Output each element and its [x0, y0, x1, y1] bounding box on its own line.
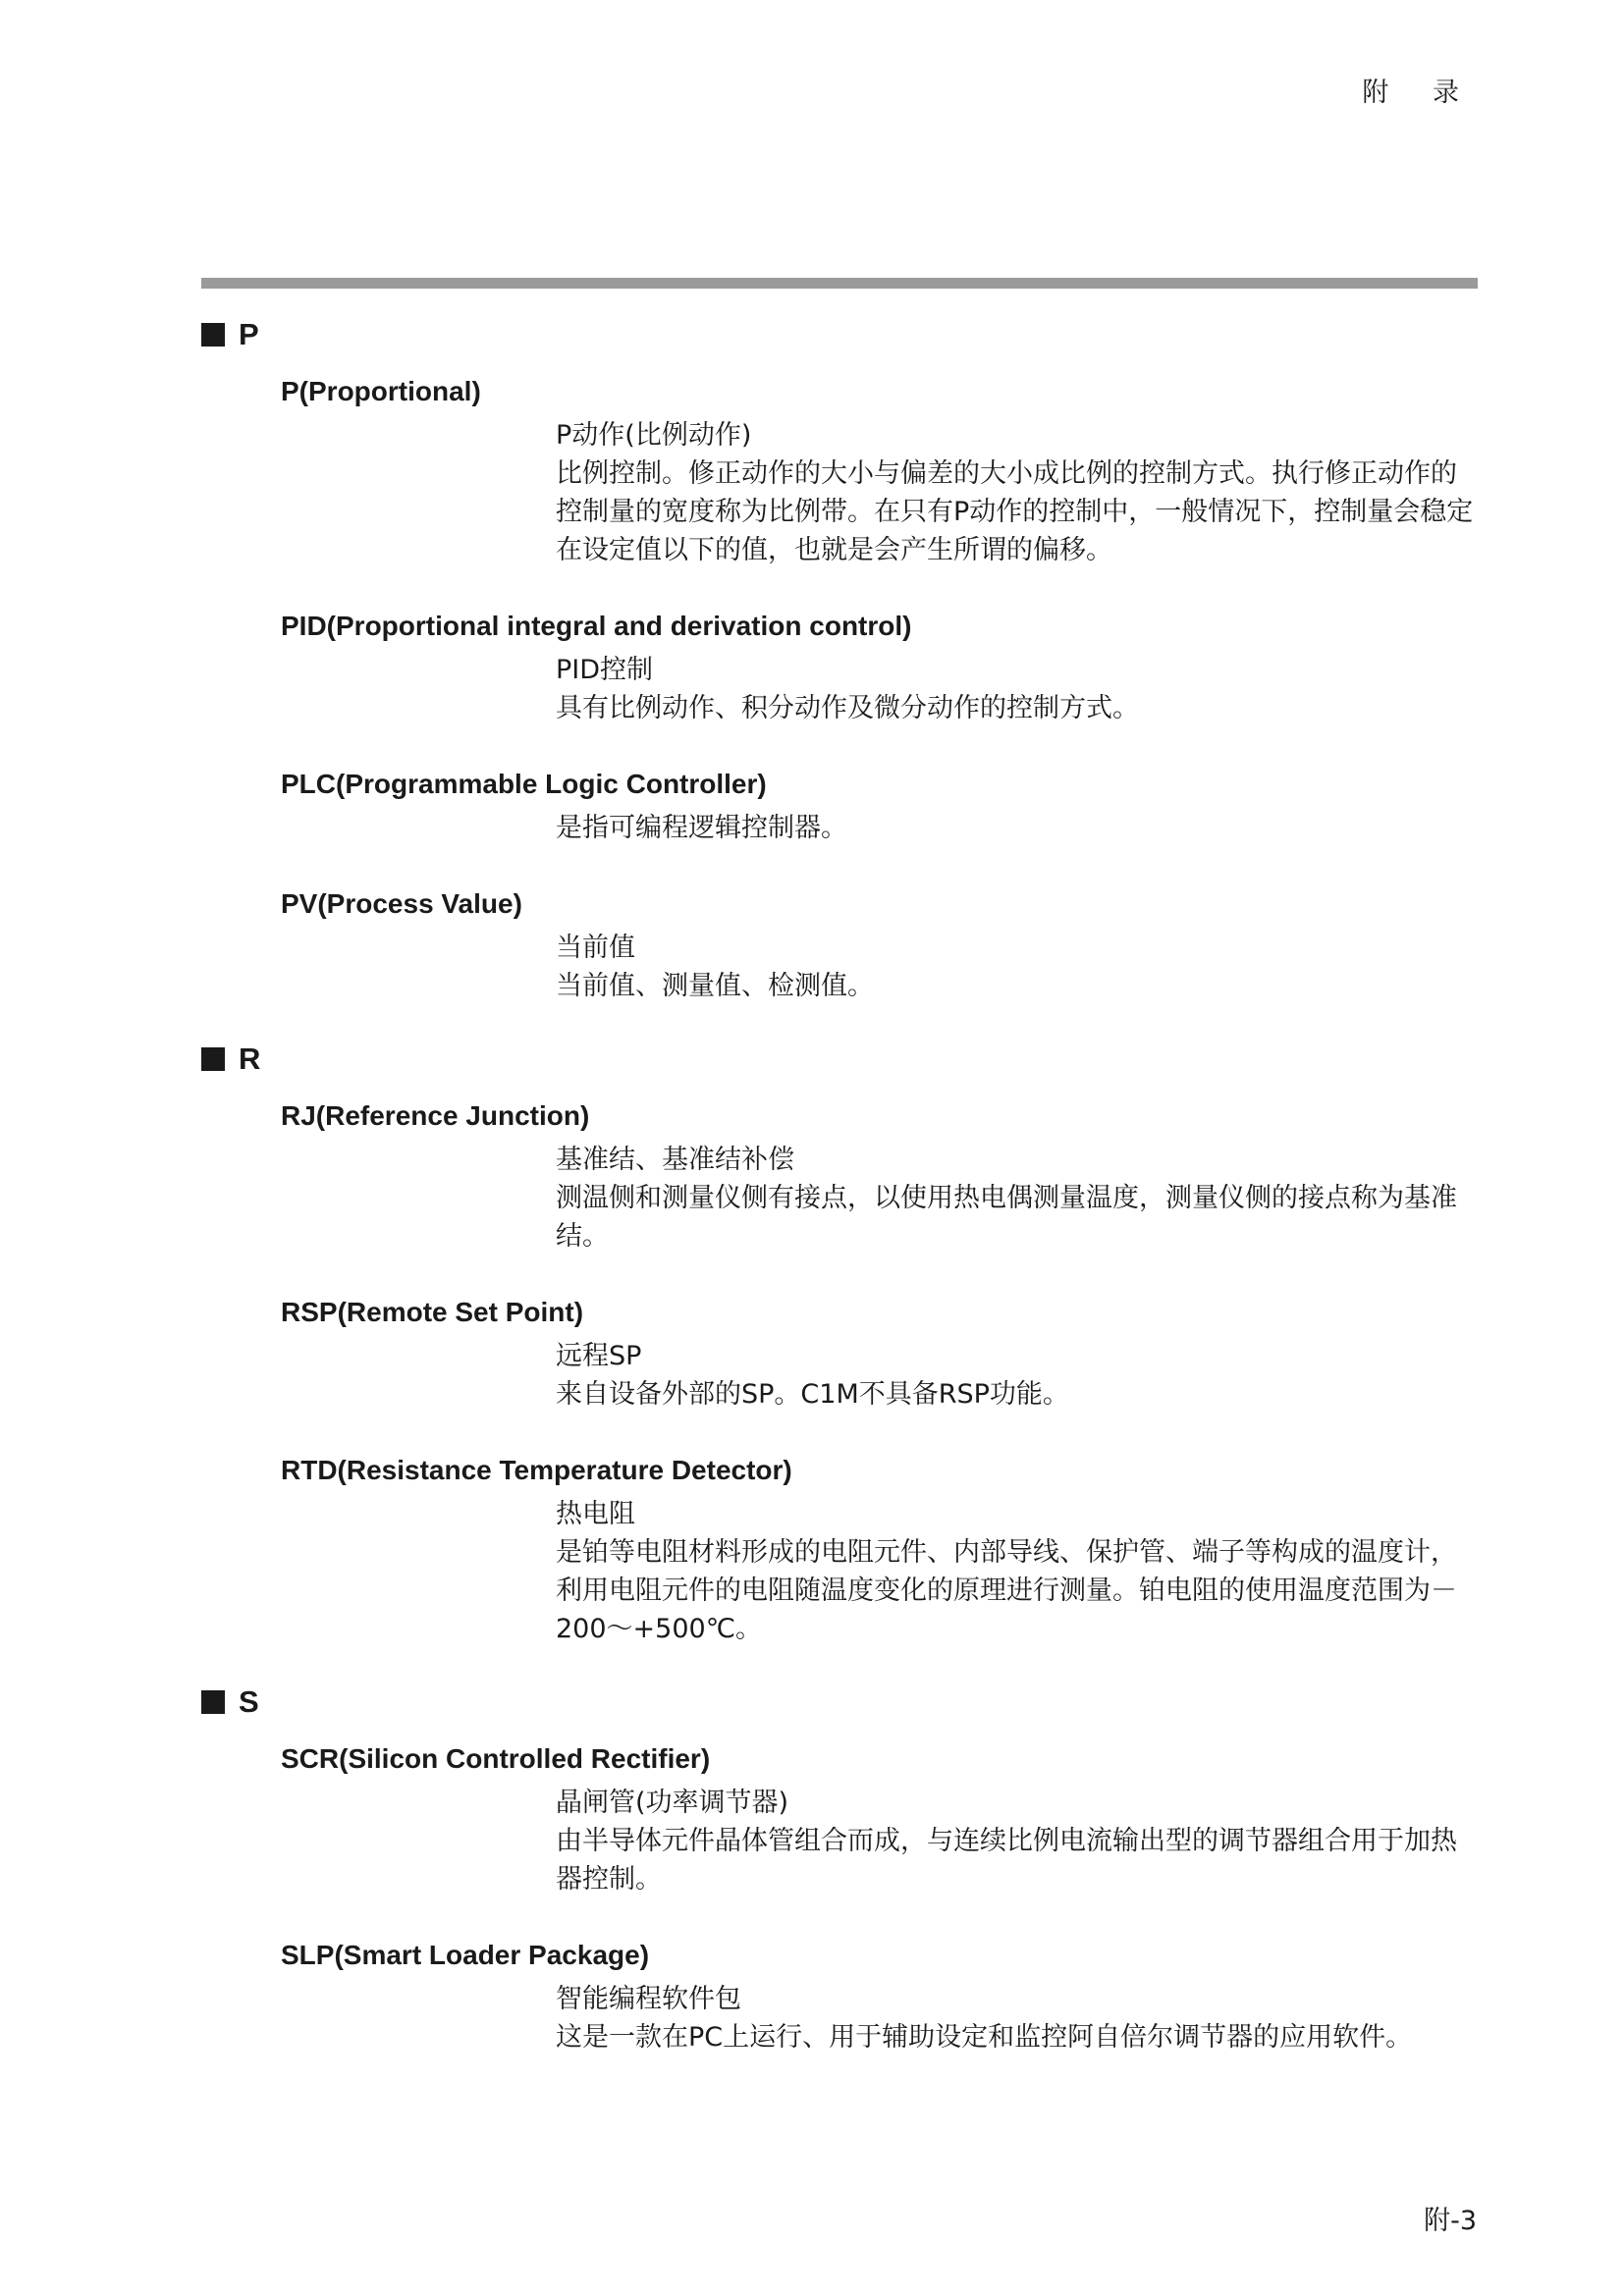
glossary-definition	[556, 929, 1474, 1005]
section-letter: P	[239, 317, 259, 351]
glossary-definition	[556, 1337, 1474, 1414]
glossary-term: SLP(Smart Loader Package)	[281, 1940, 650, 1970]
glossary-term: SCR(Silicon Controlled Rectifier)	[281, 1743, 711, 1774]
definition-line: 具有比例动作、积分动作及微分动作的控制方式。	[556, 693, 1139, 723]
definition-line: PID控制	[556, 655, 654, 685]
glossary-definition	[556, 1495, 1474, 1648]
glossary-entry	[281, 1738, 1478, 1898]
section-letter: R	[239, 1041, 261, 1076]
section-heading	[201, 312, 1478, 357]
definition-line: P动作(比例动作)	[556, 420, 752, 451]
definition-line: 来自设备外部的SP。C1M不具备RSP功能。	[556, 1379, 1069, 1410]
glossary-entry	[281, 1095, 1478, 1255]
section-p	[201, 312, 1478, 1005]
glossary-entry	[281, 883, 1478, 1005]
section-heading	[201, 1680, 1478, 1725]
glossary-definition	[556, 416, 1474, 569]
top-rule	[201, 278, 1478, 289]
glossary-entry	[281, 764, 1478, 847]
glossary-definition	[556, 1980, 1474, 2056]
definition-line: 当前值	[556, 933, 635, 963]
glossary-term: PID(Proportional integral and derivation control)	[281, 611, 912, 641]
section-letter: S	[239, 1684, 259, 1719]
glossary-term: PLC(Programmable Logic Controller)	[281, 769, 767, 799]
page-number: 附-3	[1424, 2206, 1477, 2236]
section-s	[201, 1680, 1478, 2056]
definition-line: 晶闸管(功率调节器)	[556, 1788, 789, 1818]
glossary-term: P(Proportional)	[281, 376, 481, 406]
definition-line: 基准结、基准结补偿	[556, 1145, 794, 1175]
definition-line: 远程SP	[556, 1341, 642, 1371]
glossary-definition	[556, 1141, 1474, 1255]
glossary-content	[201, 312, 1478, 2066]
definition-line: 比例控制。修正动作的大小与偏差的大小成比例的控制方式。执行修正动作的控制量的宽度称为比例带。在只有P动作的控制中，一般情况下，控制量会稳定在设定值以下的值，也就是会产生所谓的偏移。	[556, 458, 1474, 565]
section-r	[201, 1037, 1478, 1648]
definition-line: 测温侧和测量仪侧有接点，以使用热电偶测量温度，测量仪侧的接点称为基准结。	[556, 1183, 1457, 1252]
square-bullet-icon	[201, 323, 225, 347]
definition-line: 智能编程软件包	[556, 1984, 741, 2014]
glossary-entry	[281, 371, 1478, 569]
definition-line: 热电阻	[556, 1499, 635, 1529]
definition-line: 这是一款在PC上运行、用于辅助设定和监控阿自倍尔调节器的应用软件。	[556, 2022, 1413, 2053]
glossary-definition	[556, 651, 1474, 727]
section-heading	[201, 1037, 1478, 1082]
glossary-entry	[281, 1935, 1478, 2056]
glossary-term: RJ(Reference Junction)	[281, 1100, 590, 1131]
glossary-definition	[556, 1784, 1474, 1898]
definition-line: 由半导体元件晶体管组合而成，与连续比例电流输出型的调节器组合用于加热器控制。	[556, 1826, 1457, 1895]
glossary-term: PV(Process Value)	[281, 888, 522, 919]
page-header: 附 录	[1362, 78, 1477, 108]
definition-line: 是铂等电阻材料形成的电阻元件、内部导线、保护管、端子等构成的温度计，利用电阻元件的电阻随温度变化的原理进行测量。铂电阻的使用温度范围为－200～+500℃。	[556, 1537, 1457, 1644]
glossary-term: RTD(Resistance Temperature Detector)	[281, 1455, 792, 1485]
definition-line: 是指可编程逻辑控制器。	[556, 813, 847, 843]
definition-line: 当前值、测量值、检测值。	[556, 971, 874, 1001]
glossary-entry	[281, 1450, 1478, 1648]
glossary-entry	[281, 606, 1478, 727]
glossary-entry	[281, 1292, 1478, 1414]
square-bullet-icon	[201, 1690, 225, 1714]
square-bullet-icon	[201, 1047, 225, 1071]
glossary-term: RSP(Remote Set Point)	[281, 1297, 584, 1327]
glossary-definition	[556, 809, 1474, 847]
